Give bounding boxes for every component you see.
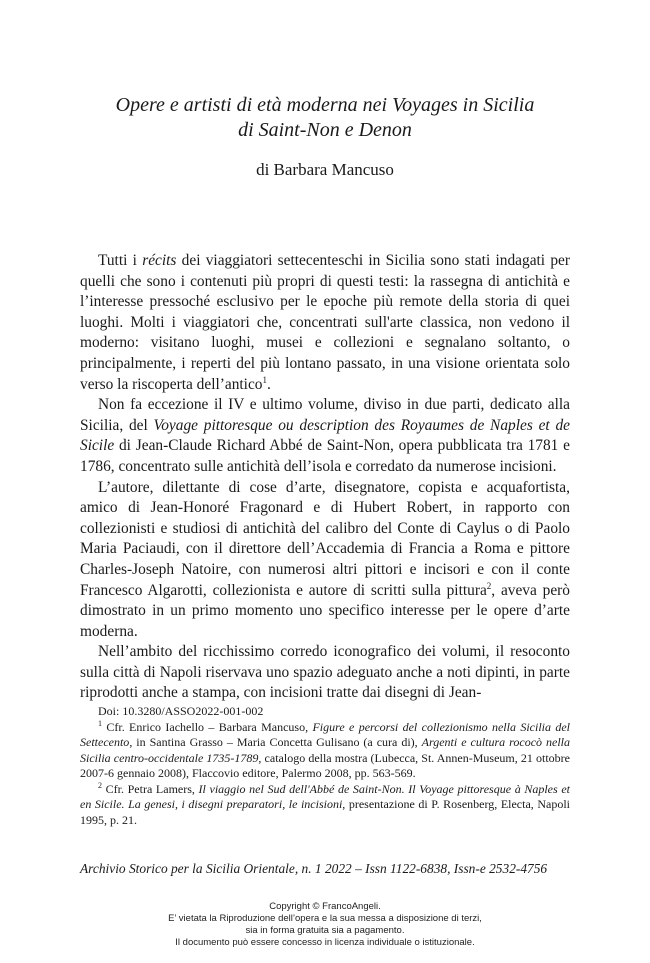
- paragraph-2: Non fa eccezione il IV e ultimo volume, diviso in due parti, dedicato alla Sicilia, del Voyage pittoresque ou description des Royaumes de Naples et de Sicile di Jean-Claude Richard Abbé de Saint-Non, opera pubblicata tra 1781 e 1786, concentrato sulle antichità dell’isola e corredato da numerose incisioni.: [80, 396, 571, 475]
- footnote-ref-2[interactable]: 2: [486, 580, 492, 591]
- doi: Doi: 10.3280/ASSO2022-001-002: [98, 704, 264, 718]
- copyright-line-3: sia in forma gratuita sia a pagamento.: [245, 925, 405, 936]
- paragraph-4: Nell’ambito del ricchissimo corredo iconografico dei volumi, il resoconto sulla città di Napoli riservava uno spazio adeguato anche a noti dipinti, in parte riprodotti anche a stampa, con incisioni tratte dai disegni di Jean-: [80, 643, 570, 702]
- footnote-2: $^2$ Cfr. Petra Lamers, Il viaggio nel Sud dell'Abbé de Saint-Non. Il Voyage pittoresque à Naples et en Sicile. La genesi, i disegni preparatori, le incisioni, presentazione di P. Rosenberg, Electa, Napoli 1995, p. 21.: [80, 780, 571, 827]
- copyright-line-4: Il documento può essere concesso in licenza individuale o istituzionale.: [175, 937, 475, 948]
- article-title: [80, 93, 570, 143]
- article-body: [80, 251, 570, 704]
- title-line-1: Opere e artisti di età moderna nei Voyages in Sicilia: [115, 94, 535, 116]
- copyright-line-2: E’ vietata la Riproduzione dell’opera e la sua messa a disposizione di terzi,: [168, 913, 482, 924]
- copyright-line-1: Copyright © FrancoAngeli.: [269, 901, 381, 912]
- footnotes: [80, 704, 570, 828]
- article-author: di Barbara Mancuso: [256, 160, 394, 179]
- journal-reference: Archivio Storico per la Sicilia Orientale, n. 1 2022 – Issn 1122-6838, Issn-e 2532-4756: [80, 861, 548, 876]
- footnote-ref-1[interactable]: 1: [262, 374, 267, 385]
- title-voyages: Voyages: [392, 94, 458, 116]
- title-line-2: di Saint-Non e Denon: [238, 119, 412, 141]
- paragraph-1: Tutti i récits dei viaggiatori settecenteschi in Sicilia sono stati indagati per quelli che sono i contenuti più propri di questi testi: la rassegna di antichità e l’interesse pressoché esclusivo per le epoche più remote della storia di quei luoghi. Molti i viaggiatori che, concentrati sull'arte classica, non vedono il moderno: visitano luoghi, musei e collezioni e segnalano soltanto, o principalmente, i reperti del più lontano passato, in una visione orientata solo verso la riscoperta dell’antico$^1$.: [80, 252, 570, 393]
- copyright-notice: [0, 901, 650, 949]
- paragraph-3: L’autore, dilettante di cose d’arte, disegnatore, copista e acquafortista, amico di Jean-Honoré Fragonard e di Hubert Robert, in rapporto con collezionisti e studiosi di antichità del calibro del Conte di Caylus o di Paolo Maria Paciaudi, con il direttore dell’Accademia di Francia a Roma e pittore Charles-Joseph Natoire, con numerosi altri pittori e incisori e con il conte Francesco Algarotti, collezionista e autore di scritti sulla pittura$^2$, aveva però dimostrato in un primo momento uno specifico interesse per le opere d’arte moderna.: [80, 478, 570, 640]
- footnote-1: $^1$ Cfr. Enrico Iachello – Barbara Mancuso, Figure e percorsi del collezionismo nella Sicilia del Settecento, in Santina Grasso – Maria Concetta Gulisano (a cura di), Argenti e cultura rococò nella Sicilia centro-occidentale 1735-1789, catalogo della mostra (Lubecca, St. Annen-Museum, 21 ottobre 2007-6 gennaio 2008), Flaccovio editore, Palermo 2008, pp. 563-569.: [80, 718, 571, 780]
